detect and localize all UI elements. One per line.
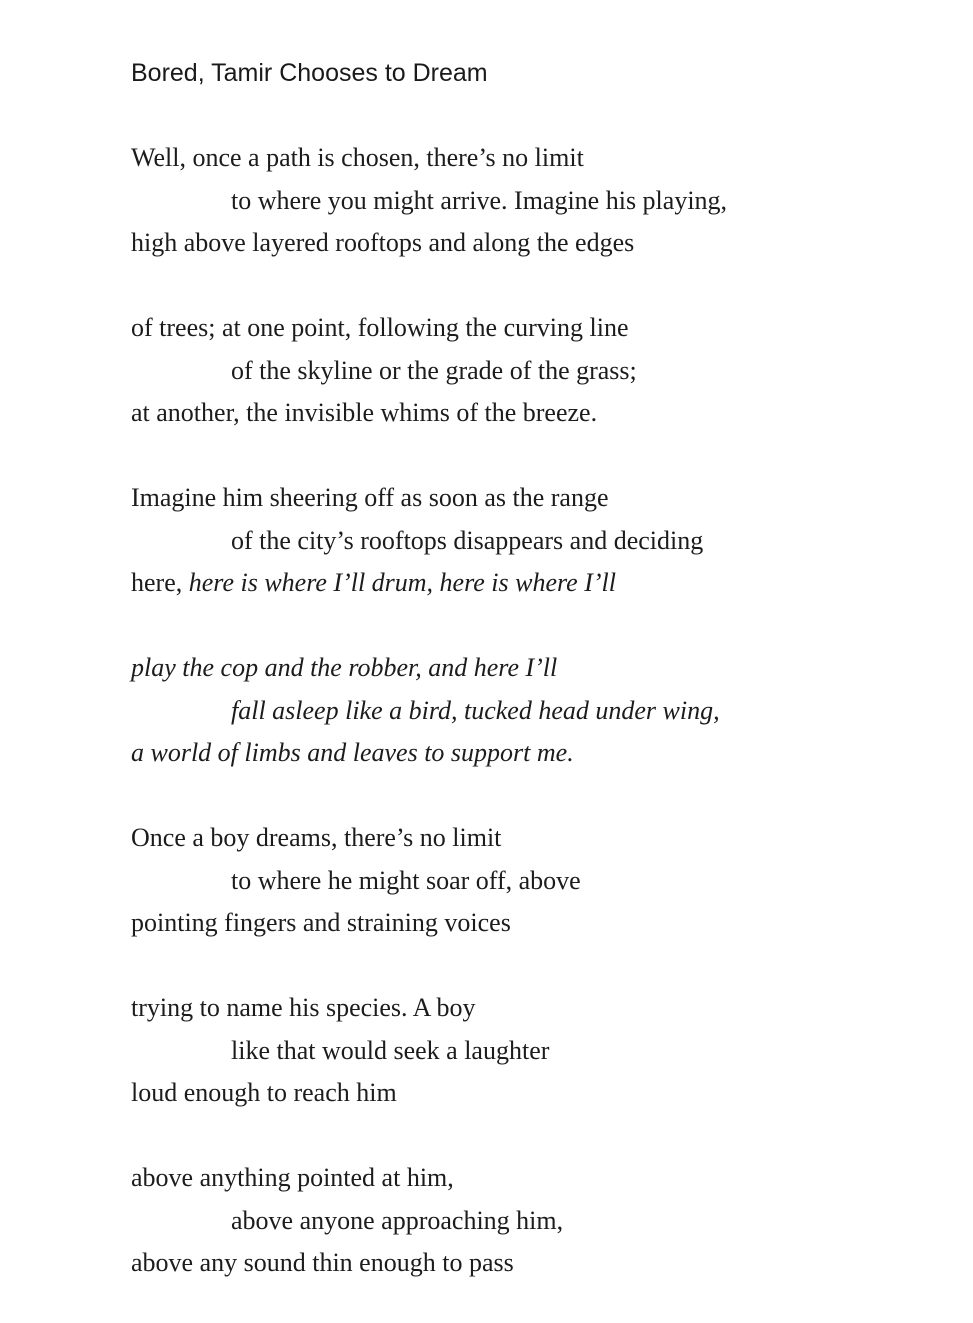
poem-line: of the city’s rooftops disappears and deciding xyxy=(231,525,704,555)
poem-line: play the cop and the robber, and here I’ll xyxy=(131,653,558,682)
stanza-5 xyxy=(131,817,931,945)
poem-line: above anything pointed at him, xyxy=(131,1163,454,1192)
stanza-3 xyxy=(131,477,931,605)
poem-line: Imagine him sheering off as soon as the range xyxy=(131,483,609,512)
poem-line: at another, the invisible whims of the breeze. xyxy=(131,398,598,427)
poem-line: Once a boy dreams, there’s no limit xyxy=(131,823,502,852)
stanza-7 xyxy=(131,1157,931,1285)
poem-line: above any sound thin enough to pass xyxy=(131,1248,514,1277)
poem-line: to where he might soar off, above xyxy=(231,865,581,895)
poem-line: of trees; at one point, following the curving line xyxy=(131,313,629,342)
poem-line: to where you might arrive. Imagine his playing, xyxy=(231,185,728,215)
poem-line: pointing fingers and straining voices xyxy=(131,908,511,937)
poem-line-italic: here is where I’ll drum, here is where I’ll xyxy=(188,568,616,597)
stanza-1 xyxy=(131,137,931,265)
poem-line: trying to name his species. A boy xyxy=(131,993,476,1022)
stanza-2 xyxy=(131,307,931,435)
poem-title: Bored, Tamir Chooses to Dream xyxy=(131,59,488,87)
poem-line-roman: here, xyxy=(131,568,189,597)
stanza-4 xyxy=(131,647,931,775)
poem-line: above anyone approaching him, xyxy=(231,1205,564,1235)
poem-line: loud enough to reach him xyxy=(131,1078,397,1107)
poem-line: of the skyline or the grade of the grass; xyxy=(231,355,637,385)
poem-line: like that would seek a laughter xyxy=(231,1035,550,1065)
poem-line: a world of limbs and leaves to support me. xyxy=(131,738,574,767)
poem-line: fall asleep like a bird, tucked head under wing, xyxy=(231,695,720,725)
poem-line: high above layered rooftops and along the edges xyxy=(131,228,635,257)
stanza-6 xyxy=(131,987,931,1115)
poem-line: Well, once a path is chosen, there’s no limit xyxy=(131,143,584,172)
poem-line xyxy=(131,562,931,605)
